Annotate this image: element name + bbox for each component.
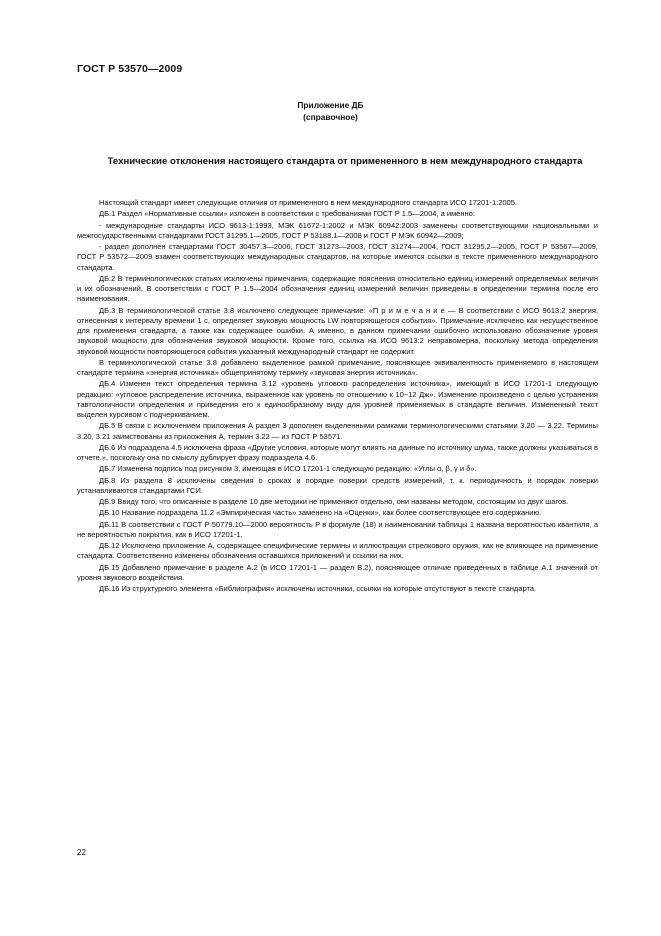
paragraph: Настоящий стандарт имеет следующие отличия от примененного в нем международного стандарта ИСО 17201-1:2005.: [99, 198, 517, 207]
page-number: 22: [77, 848, 86, 857]
paragraph: ДБ.3 В терминологической статье 3.8 исключено следующее примечание: «П р и м е ч а н и е — В соответствии с ИСО 9613:2 энергия, отнесенная к интервалу времени 1 с, определяет звуковую мощность LW повторяющегося события». Примечание исключено как несущественное для применения стандарта, а также как содержащее ошибки. А именно, в данном примечании ошибочно использовано обозначение уровня звуковой мощности для обозначения звуковой мощности. Кроме того, ссылка на ИСО 9613:2 неправомерна, поскольку метода определения звуковой мощности повторяющегося события указанный международный стандарт не содержит.: [77, 305, 598, 356]
paragraph: - международные стандарты ИСО 9613-1:1993, МЭК 61672-1:2002 и МЭК 60942:2003 заменены соответствующими национальными и межгосударственными стандартами ГОСТ 31295.1—2005, ГОСТ Р 53188.1—2008 и ГОСТ Р МЭК 60942—2009;: [77, 220, 598, 240]
paragraph: ДБ.1 Раздел «Нормативные ссылки» изложен в соответствии с требованиями ГОСТ Р 1.5—2004, а именно:: [99, 209, 475, 219]
body-text: [77, 198, 598, 595]
paragraph: ДБ.9 Ввиду того, что описанные в разделе 10 две методики не применяют отдельно, они названы методом, состоящим из двух шагов.: [99, 497, 569, 506]
paragraph: ДБ.16 Из структурного элемента «Библиография» исключены источники, ссылки на которые отсутствуют в тексте стандарта.: [99, 584, 537, 593]
paragraph: - раздел дополнен стандартами ГОСТ 30457.3—2006, ГОСТ 31273—2003, ГОСТ 31274—2004, ГОСТ 31295.2—2005, ГОСТ Р 53567—2009, ГОСТ Р 53572—2009 взамен соответствующих международных стандартов, на которые имеются ссылки в тексте примененного международного стандарта.: [77, 242, 598, 272]
section-title: Технические отклонения настоящего стандарта от примененного в нем международного стандарта: [107, 156, 583, 167]
paragraph: В терминологической статье 3.8 добавлено выделенное рамкой примечание, поясняющее эквивалентность применяемого в настоящем стандарте термина «энергия источника» общепринятому термину «звуковая энергия источника».: [77, 357, 598, 377]
paragraph: ДБ.10 Название подраздела 11.2 «Эмпирическая часть» заменено на «Оценки», как более соответствующее его содержанию.: [99, 508, 542, 518]
appendix-title: Приложение ДБ: [297, 100, 364, 110]
paragraph: ДБ.12 Исключено приложение А, содержащее специфические термины и иллюстрации стрелкового оружия, как не влияющее на применение стандарта. Соответственно изменены обозначения оставшихся приложений и ссылки на них.: [77, 541, 598, 561]
appendix-subtitle: (справочное): [303, 112, 358, 122]
paragraph: ДБ.6 Из подраздела 4.5 исключена фраза «Другие условия, которые могут влиять на данные по источнику шума, также должны указываться в отчете.», поскольку она по смыслу дублирует фразу подраздела 4.6.: [77, 442, 598, 462]
paragraph: ДБ.11 В соответствии с ГОСТ Р 50779.10—2000 вероятность P в формуле (18) и наименовании таблицы 1 названа вероятностью квантиля, а не вероятностью покрытия, как в ИСО 17201-1.: [77, 519, 598, 539]
appendix-heading: [0, 99, 661, 123]
document-header: ГОСТ Р 53570—2009: [77, 63, 183, 75]
paragraph: ДБ.8 Из раздела 8 исключены сведения о сроках и порядке поверки средств измерений, т. к. периодичность и порядок поверки устанавливаются стандартами ГСИ.: [77, 475, 598, 495]
paragraph: ДБ.15 Добавлено примечание в разделе А.2 (в ИСО 17201-1 — раздел В.2), поясняющее отличие приведенных в таблице А.1 значений от уровня звукового воздействия.: [77, 562, 598, 582]
paragraph: ДБ.4 Изменен текст определения термина 3.12 «уровень углового распределения источника», имеющий в ИСО 17201-1 следующую редакцию: «угловое распределение источника, выраженное как уровень по отношению к 10−12 Дж». Изменение произведено с целью устранения тавтологичности определения и приведения его к единообразному виду для уровней применяемых в стандарте величин. Измененный текст выделен курсивом с подчеркиванием.: [77, 379, 598, 419]
paragraph: ДБ.2 В терминологических статьях исключены примечания, содержащие пояснения относительно единиц измерений определяемых величин и их обозначений. В соответствии с ГОСТ Р 1.5—2004 обозначения единиц измерений величин приведены в определении термина после его наименования.: [77, 273, 598, 304]
paragraph: ДБ.7 Изменена подпись под рисунком 3, имеющая в ИСО 17201-1 следующую редакцию: «Углы α, β, γ и δ».: [99, 464, 477, 474]
paragraph: ДБ.5 В связи с исключением приложения А раздел 3 дополнен выделенными рамками терминологическими статьями 3.20 — 3.22. Термины 3.20, 3.21 заимствованы из приложения А, термин 3.22 — из ГОСТ Р 53571.: [77, 421, 598, 441]
